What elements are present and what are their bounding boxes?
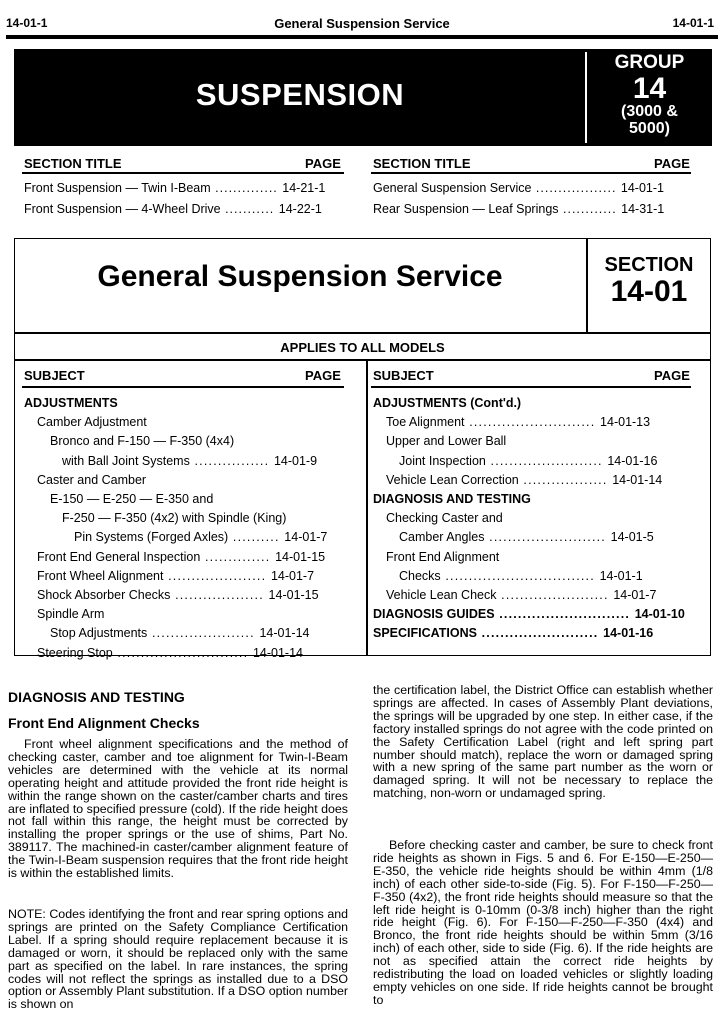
subject-entry[interactable] bbox=[37, 567, 346, 586]
subject-page: 14-01-16 bbox=[603, 626, 654, 641]
leader-dots: ................ bbox=[189, 453, 274, 468]
subject-entry bbox=[373, 490, 695, 509]
subject-text: Steering Stop bbox=[37, 645, 113, 660]
group-sub-1: (3000 & bbox=[621, 103, 678, 121]
subject-text: DIAGNOSIS GUIDES bbox=[373, 607, 495, 622]
subject-page: 14-01-15 bbox=[268, 588, 319, 602]
subject-text: Front Wheel Alignment bbox=[37, 568, 164, 583]
subject-entry[interactable] bbox=[386, 471, 695, 490]
subject-entry bbox=[386, 432, 695, 451]
subject-page: 14-01-16 bbox=[607, 453, 658, 468]
subject-page: 14-01-5 bbox=[610, 530, 654, 545]
subject-page: 14-01-1 bbox=[599, 568, 643, 583]
subject-right-header: SUBJECT bbox=[373, 368, 434, 383]
subject-entry bbox=[62, 509, 346, 528]
subject-entry bbox=[37, 471, 346, 490]
leader-dots: ......................... bbox=[476, 626, 604, 641]
group-banner bbox=[14, 49, 712, 146]
subject-text: Upper and Lower Ball bbox=[386, 434, 507, 449]
leader-dots: ................................ bbox=[440, 568, 600, 583]
subject-entry bbox=[37, 413, 346, 432]
subject-text: DIAGNOSIS AND TESTING bbox=[373, 492, 531, 506]
leader-dots: ............................ bbox=[112, 645, 253, 660]
toc-entry[interactable]: General Suspension Service .................. 14-01-1 bbox=[373, 181, 664, 195]
subject-left-header: SUBJECT bbox=[24, 368, 85, 383]
subject-text: F-250 — F-350 (4x2) with Spindle (King) bbox=[62, 511, 287, 526]
applies-rule bbox=[14, 359, 711, 361]
section-label: SECTION bbox=[604, 254, 694, 276]
heading-front-end-alignment: Front End Alignment Checks bbox=[8, 715, 200, 731]
subject-entry bbox=[386, 509, 695, 528]
subject-entry[interactable] bbox=[37, 586, 346, 605]
subject-page: 14-01-9 bbox=[273, 453, 318, 468]
subject-entry[interactable] bbox=[386, 413, 695, 432]
leader-dots: ................... bbox=[170, 588, 269, 602]
leader-dots: ....................... bbox=[496, 588, 614, 602]
subject-text: Shock Absorber Checks bbox=[37, 588, 171, 602]
banner-title: SUSPENSION bbox=[195, 77, 405, 112]
subject-text: Front End General Inspection bbox=[37, 549, 201, 564]
toc-left-rule bbox=[22, 172, 344, 174]
toc-entry[interactable]: Front Suspension — 4-Wheel Drive ........... 14-22-1 bbox=[24, 202, 322, 216]
paragraph-1: Front wheel alignment specifications and the method of checking caster, camber and toe alignment for Twin-I-Beam vehicles are determined with the vehicle at its normal operating height and attitude provided the front ride height is within the range shown on the caster/camber charts and tires are inflated to specified pressure (cold). If the ride height does not fall within this range, the height must be corrected by installing the proper springs or the use of shims, Part No. 389117. The machined-in caster/camber alignment feature of the Twin-I-Beam suspension requires that the front ride height is within the established limits. bbox=[8, 737, 348, 881]
subject-entry bbox=[50, 432, 346, 451]
subject-text: Front End Alignment bbox=[386, 549, 500, 564]
subject-right-rule bbox=[371, 386, 691, 388]
subject-entry[interactable] bbox=[386, 586, 695, 605]
subject-page: 14-01-13 bbox=[600, 415, 651, 430]
subject-left-rule bbox=[22, 386, 344, 388]
subject-column-divider bbox=[366, 359, 368, 656]
subject-text: Caster and Camber bbox=[37, 472, 147, 487]
section-badge bbox=[587, 255, 711, 308]
group-sub-2: 5000) bbox=[629, 120, 670, 138]
paragraph-3: the certification label, the District Office can establish whether springs are affected. In cases of Assembly Plant deviations, the springs will be upgraded by one step. In either case, if the factory installed springs do not agree with the code printed on the Safety Certification Label (right and left spring part number should match), replace the worn or damaged spring with a new spring of the same part number as the worn or damaged spring. It will not be necessary to replace the matching, non-worn or undamaged spring. bbox=[373, 683, 713, 801]
paragraph-4: Before checking caster and camber, be sure to check front ride heights as shown in Figs. 5 and 6. For E-150—E-250—E-350, the vehicle ride heights should be within 4mm (1/8 inch) of each other side-to-side (Fig. 5). For F-150—F-250—F-350 (4x2), the front ride heights should measure so that the left ride height is 0-10mm (0-3/8 inch) higher than the right ride height (Fig. 6). For F-150—F-250—F-350 (4x4) and Bronco, the front ride heights should be within 5mm (3/16 inch) of each other, side to side (Fig. 6). If the ride heights are not as specified attain the correct ride heights by redistributing the load on loaded vehicles or slightly loading empty vehicles on one side. If ride heights cannot be brought to bbox=[373, 838, 713, 1007]
subject-page: 14-01-7 bbox=[270, 568, 315, 583]
leader-dots: ............................ bbox=[494, 607, 635, 622]
subject-entry bbox=[24, 394, 346, 413]
subject-entry bbox=[386, 548, 695, 567]
leader-dots: ...................... bbox=[147, 626, 260, 641]
subject-text: Camber Adjustment bbox=[37, 415, 147, 430]
subject-text: Pin Systems (Forged Axles) bbox=[74, 530, 229, 545]
subject-text: E-150 — E-250 — E-350 and bbox=[50, 492, 214, 506]
subject-text: Joint Inspection bbox=[399, 453, 486, 468]
paragraph-note: NOTE: Codes identifying the front and rear spring options and springs are printed on the Safety Compliance Certification Label. If a spring should require replacement because it is damaged or worn, it should be replaced only with the same part as specified on the label. In rare instances, the spring codes will not reflect the springs as installed due to a DSO option or Assembly Plant substitution. If a DSO option number is shown on bbox=[8, 907, 348, 1012]
subject-text: with Ball Joint Systems bbox=[62, 453, 190, 468]
subject-entry[interactable] bbox=[399, 528, 695, 547]
subject-page: 14-01-14 bbox=[252, 645, 303, 660]
toc-entry[interactable]: Rear Suspension — Leaf Springs ............ 14-31-1 bbox=[373, 202, 665, 216]
leader-dots: .................. bbox=[518, 472, 613, 487]
group-label: GROUP bbox=[614, 52, 685, 73]
toc-left-page-header: PAGE bbox=[305, 156, 341, 171]
group-badge bbox=[587, 53, 712, 138]
subject-entry[interactable] bbox=[399, 452, 695, 471]
running-header-page-right: 14-01-1 bbox=[672, 16, 714, 30]
subject-left-page-header: PAGE bbox=[305, 368, 341, 383]
subject-text: ADJUSTMENTS bbox=[24, 396, 118, 410]
subject-entry[interactable] bbox=[50, 624, 346, 643]
section-number: 14-01 bbox=[610, 275, 688, 308]
subject-entry bbox=[50, 490, 346, 509]
leader-dots: ......................... bbox=[484, 530, 611, 545]
subject-text: Bronco and F-150 — F-350 (4x4) bbox=[50, 434, 235, 449]
toc-right-rule bbox=[371, 172, 691, 174]
subject-entry[interactable] bbox=[74, 528, 346, 547]
section-rule bbox=[14, 332, 711, 334]
leader-dots: ..................... bbox=[163, 568, 271, 583]
running-header-title: General Suspension Service bbox=[274, 16, 450, 31]
toc-right-header: SECTION TITLE bbox=[373, 156, 471, 171]
subject-text: Toe Alignment bbox=[386, 415, 465, 430]
subject-entry[interactable] bbox=[399, 567, 695, 586]
subject-entry[interactable] bbox=[37, 644, 346, 663]
section-title: General Suspension Service bbox=[97, 260, 503, 293]
subject-page: 14-01-14 bbox=[259, 626, 310, 641]
subject-entry bbox=[37, 605, 346, 624]
subject-page: 14-01-7 bbox=[284, 530, 328, 545]
toc-left-header: SECTION TITLE bbox=[24, 156, 122, 171]
subject-text: Stop Adjustments bbox=[50, 626, 148, 641]
toc-right-page-header: PAGE bbox=[654, 156, 690, 171]
subject-page: 14-01-15 bbox=[275, 549, 326, 564]
subject-right-page-header: PAGE bbox=[654, 368, 690, 383]
leader-dots: ........................ bbox=[485, 453, 608, 468]
leader-dots: ........................... bbox=[464, 415, 601, 430]
subject-text: Vehicle Lean Correction bbox=[386, 472, 519, 487]
subject-page: 14-01-10 bbox=[634, 607, 685, 622]
subject-entry[interactable] bbox=[373, 624, 695, 643]
subject-text: SPECIFICATIONS bbox=[373, 626, 477, 641]
running-header-page-left: 14-01-1 bbox=[6, 16, 48, 30]
applies-to: APPLIES TO ALL MODELS bbox=[280, 340, 445, 355]
subject-text: Spindle Arm bbox=[37, 607, 105, 622]
subject-text: ADJUSTMENTS (Cont'd.) bbox=[373, 396, 522, 410]
subject-text: Checking Caster and bbox=[386, 511, 503, 526]
subject-entry[interactable] bbox=[37, 548, 346, 567]
subject-page: 14-01-7 bbox=[613, 588, 657, 602]
leader-dots: .............. bbox=[200, 549, 276, 564]
subject-entry[interactable] bbox=[62, 452, 346, 471]
subject-entry[interactable] bbox=[373, 605, 695, 624]
subject-entry bbox=[373, 394, 695, 413]
group-number: 14 bbox=[632, 71, 667, 105]
subject-text: Camber Angles bbox=[399, 530, 485, 545]
subject-page: 14-01-14 bbox=[612, 472, 663, 487]
subject-text: Checks bbox=[399, 568, 441, 583]
toc-entry[interactable]: Front Suspension — Twin I-Beam .............. 14-21-1 bbox=[24, 181, 326, 195]
subject-text: Vehicle Lean Check bbox=[386, 588, 497, 602]
leader-dots: .......... bbox=[228, 530, 285, 545]
header-rule bbox=[6, 35, 718, 39]
heading-diagnosis-testing: DIAGNOSIS AND TESTING bbox=[8, 689, 185, 705]
